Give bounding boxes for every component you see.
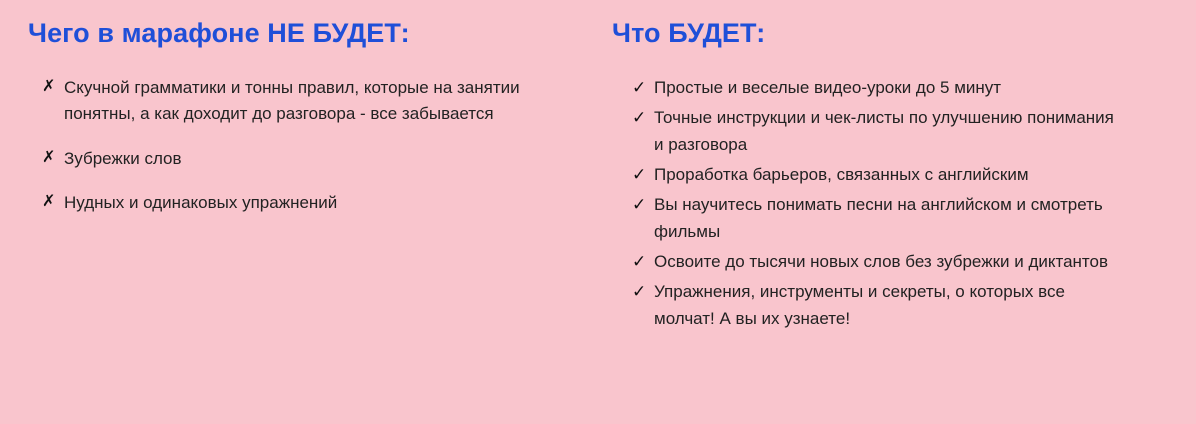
column-included <box>612 0 1196 336</box>
list-item <box>612 279 1172 332</box>
list-item <box>612 105 1172 158</box>
list-item-text: Освоите до тысячи новых слов без зубрежки и диктантов <box>654 252 1109 272</box>
list-item <box>28 75 592 128</box>
list-item-text: Простые и веселые видео-уроки до 5 минут <box>654 78 1002 98</box>
list-item-text: Зубрежки слов <box>64 148 182 168</box>
cross-icon: ✗ <box>42 148 56 166</box>
list-item-text: Нудных и одинаковых упражнений <box>64 193 338 213</box>
check-icon: ✓ <box>632 282 647 302</box>
list-item <box>612 192 1172 245</box>
check-icon: ✓ <box>632 78 647 98</box>
included-list <box>612 75 1172 332</box>
column-title-not-included: Чего в марафоне НЕ БУДЕТ: <box>28 18 410 48</box>
list-item <box>28 146 592 172</box>
check-icon: ✓ <box>632 195 647 215</box>
not-included-list <box>28 75 592 216</box>
list-item-text: Скучной грамматики и тонны правил, которые на занятии понятны, а как доходит до разговора - все забывается <box>64 78 520 124</box>
check-icon: ✓ <box>632 252 647 272</box>
list-item-text: Точные инструкции и чек-листы по улучшению понимания и разговора <box>654 108 1114 154</box>
list-item <box>612 249 1172 275</box>
cross-icon: ✗ <box>42 193 56 211</box>
list-item-text: Проработка барьеров, связанных с английским <box>654 165 1029 185</box>
list-item-text: Вы научитесь понимать песни на английском и смотреть фильмы <box>654 195 1103 241</box>
column-not-included <box>0 0 612 234</box>
cross-icon: ✗ <box>42 78 56 96</box>
check-icon: ✓ <box>632 108 647 128</box>
check-icon: ✓ <box>632 165 647 185</box>
list-item <box>612 162 1172 188</box>
list-item <box>612 75 1172 101</box>
column-title-included: Что БУДЕТ: <box>612 18 766 48</box>
list-item <box>28 190 592 216</box>
list-item-text: Упражнения, инструменты и секреты, о которых все молчат! А вы их узнаете! <box>654 282 1065 328</box>
